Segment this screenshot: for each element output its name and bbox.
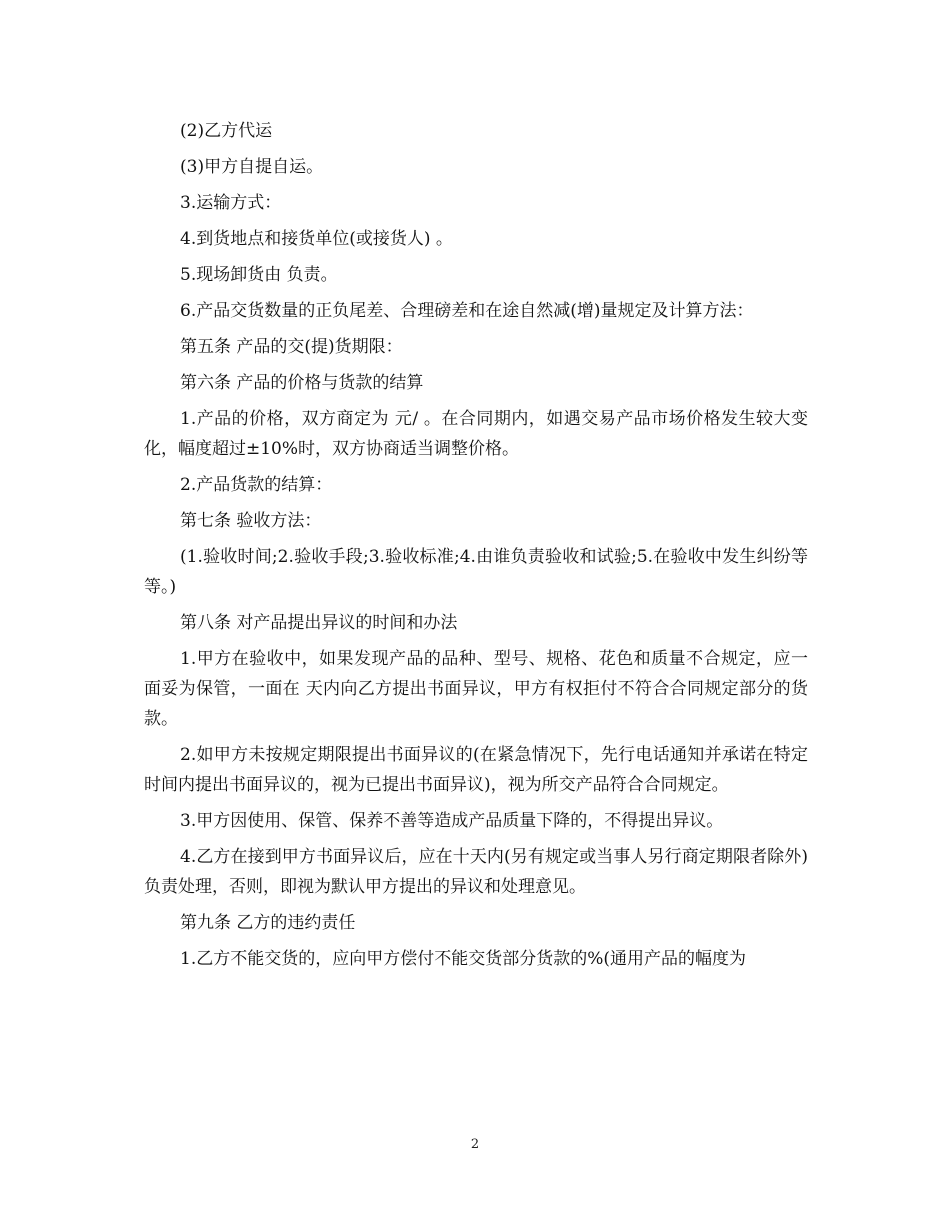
paragraph: 6.产品交货数量的正负尾差、合理磅差和在途自然减(增)量规定及计算方法：: [180, 301, 754, 321]
article-heading: 第八条 对产品提出异议的时间和办法: [180, 613, 458, 633]
paragraph: 4.乙方在接到甲方书面异议后，应在十天内(另有规定或当事人另行商定期限者除外)负责处理，否则，即视为默认甲方提出的异议和处理意见。: [144, 847, 808, 897]
paragraph: (1.验收时间;2.验收手段;3.验收标准;4.由谁负责验收和试验;5.在验收中发生纠纷等等。): [144, 547, 808, 597]
paragraph: 5.现场卸货由 负责。: [180, 265, 338, 285]
paragraph: 2.产品货款的结算：: [180, 475, 333, 495]
paragraph: 4.到货地点和接货单位(或接货人) 。: [180, 229, 453, 249]
paragraph: 1.甲方在验收中，如果发现产品的品种、型号、规格、花色和质量不合规定，应一面妥为保管，一面在 天内向乙方提出书面异议，甲方有权拒付不符合合同规定部分的货款。: [144, 649, 808, 729]
paragraph: 2.如甲方未按规定期限提出书面异议的(在紧急情况下，先行电话通知并承诺在特定时间内提出书面异议的，视为已提出书面异议)，视为所交产品符合合同规定。: [144, 745, 808, 795]
paragraph: 3.运输方式：: [180, 193, 282, 213]
paragraph: 1.乙方不能交货的，应向甲方偿付不能交货部分货款的%(通用产品的幅度为: [180, 949, 747, 969]
document-body: [144, 116, 808, 980]
paragraph: (3)甲方自提自运。: [180, 157, 324, 177]
paragraph: 1.产品的价格，双方商定为 元/ 。在合同期内，如遇交易产品市场价格发生较大变化，幅度超过±10%时，双方协商适当调整价格。: [144, 409, 808, 459]
article-heading: 第六条 产品的价格与货款的结算: [180, 373, 424, 393]
article-heading: 第九条 乙方的违约责任: [180, 913, 356, 933]
paragraph: 3.甲方因使用、保管、保养不善等造成产品质量下降的，不得提出异议。: [180, 811, 724, 831]
paragraph: (2)乙方代运: [180, 121, 273, 141]
article-heading: 第七条 验收方法：: [180, 511, 322, 531]
page-number: 2: [470, 1137, 480, 1152]
article-heading: 第五条 产品的交(提)货期限：: [180, 337, 403, 357]
